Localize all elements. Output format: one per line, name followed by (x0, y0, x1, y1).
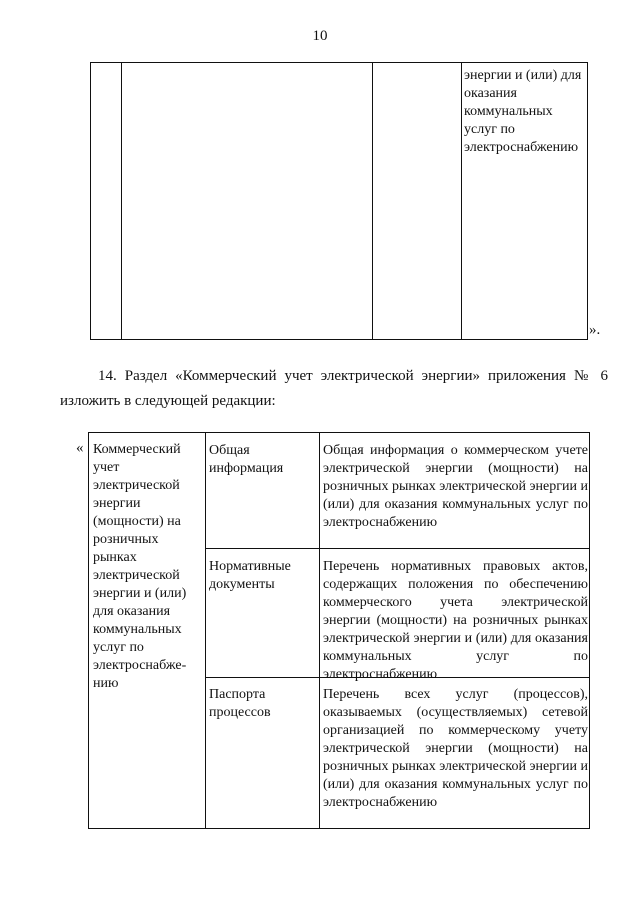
text-line: электрической (93, 568, 180, 583)
text-line: услуг по (93, 640, 144, 655)
text-line: электрической (93, 478, 180, 493)
subsection-normative-docs (209, 558, 315, 594)
opening-quote: « (76, 440, 84, 456)
text-line: электроснабже- (93, 658, 187, 673)
text-line: услуг по (464, 122, 515, 137)
description-process-passports (323, 686, 588, 812)
text-line: оказания (464, 86, 517, 101)
description-last-line: электроснабжению (323, 667, 438, 682)
description-text: Перечень всех услуг (процессов), оказываемых (осуществляемых) сетевой организацией по коммерческому учету электрической энергии (мощности) на розничных рынках электрической энергии и (или) для оказания коммунальных услуг по (323, 687, 588, 792)
commercial-metering-table (88, 432, 590, 829)
description-last-line: электроснабжению (323, 515, 438, 530)
text-line: розничных (93, 532, 159, 547)
text-line: коммунальных (464, 104, 553, 119)
description-text: Перечень нормативных правовых актов, содержащих положения по обеспечению коммерческого учета электрической энергии (мощности) на розничных рынках электрической энергии и (или) для оказания коммунальных услуг по (323, 559, 588, 664)
page-number: 10 (312, 28, 328, 44)
text-line: для оказания (93, 604, 171, 619)
section-title-cell (93, 441, 199, 693)
column-divider (461, 63, 462, 339)
text-line: электроснабжению (464, 140, 579, 155)
text-line: Паспорта (209, 687, 266, 702)
description-last-line: электроснабжению (323, 795, 438, 810)
text-line: рынках (93, 550, 137, 565)
column-divider (372, 63, 373, 339)
paragraph-line-1: 14. Раздел «Коммерческий учет электрической энергии» приложения № 6 (98, 368, 608, 384)
text-line: информация (209, 461, 284, 476)
description-normative-docs (323, 558, 588, 684)
text-line: энергии (93, 496, 141, 511)
column-divider (319, 433, 320, 828)
text-line: (мощности) на (93, 514, 181, 529)
text-line: Общая (209, 443, 250, 458)
text-line: энергии и (или) для (464, 68, 582, 83)
row-divider (205, 548, 589, 549)
text-line: документы (209, 577, 275, 592)
column-divider (121, 63, 122, 339)
text-line: нию (93, 676, 119, 691)
subsection-process-passports (209, 686, 315, 722)
text-line: Нормативные (209, 559, 291, 574)
text-line: процессов (209, 705, 271, 720)
text-line: энергии и (или) (93, 586, 187, 601)
paragraph-line-2: изложить в следующей редакции: (60, 393, 276, 409)
continuation-cell-text (464, 67, 588, 157)
subsection-general-info (209, 442, 315, 478)
column-divider (205, 433, 206, 828)
description-text: Общая информация о коммерческом учете электрической энергии (мощности) на розничных рынках электрической энергии и (или) для оказания коммунальных услуг по (323, 443, 588, 512)
continuation-table (90, 62, 588, 340)
text-line: коммунальных (93, 622, 182, 637)
text-line: учет (93, 460, 120, 475)
description-general-info (323, 442, 588, 532)
text-line: Коммерческий (93, 442, 181, 457)
closing-quote: ». (589, 322, 601, 338)
